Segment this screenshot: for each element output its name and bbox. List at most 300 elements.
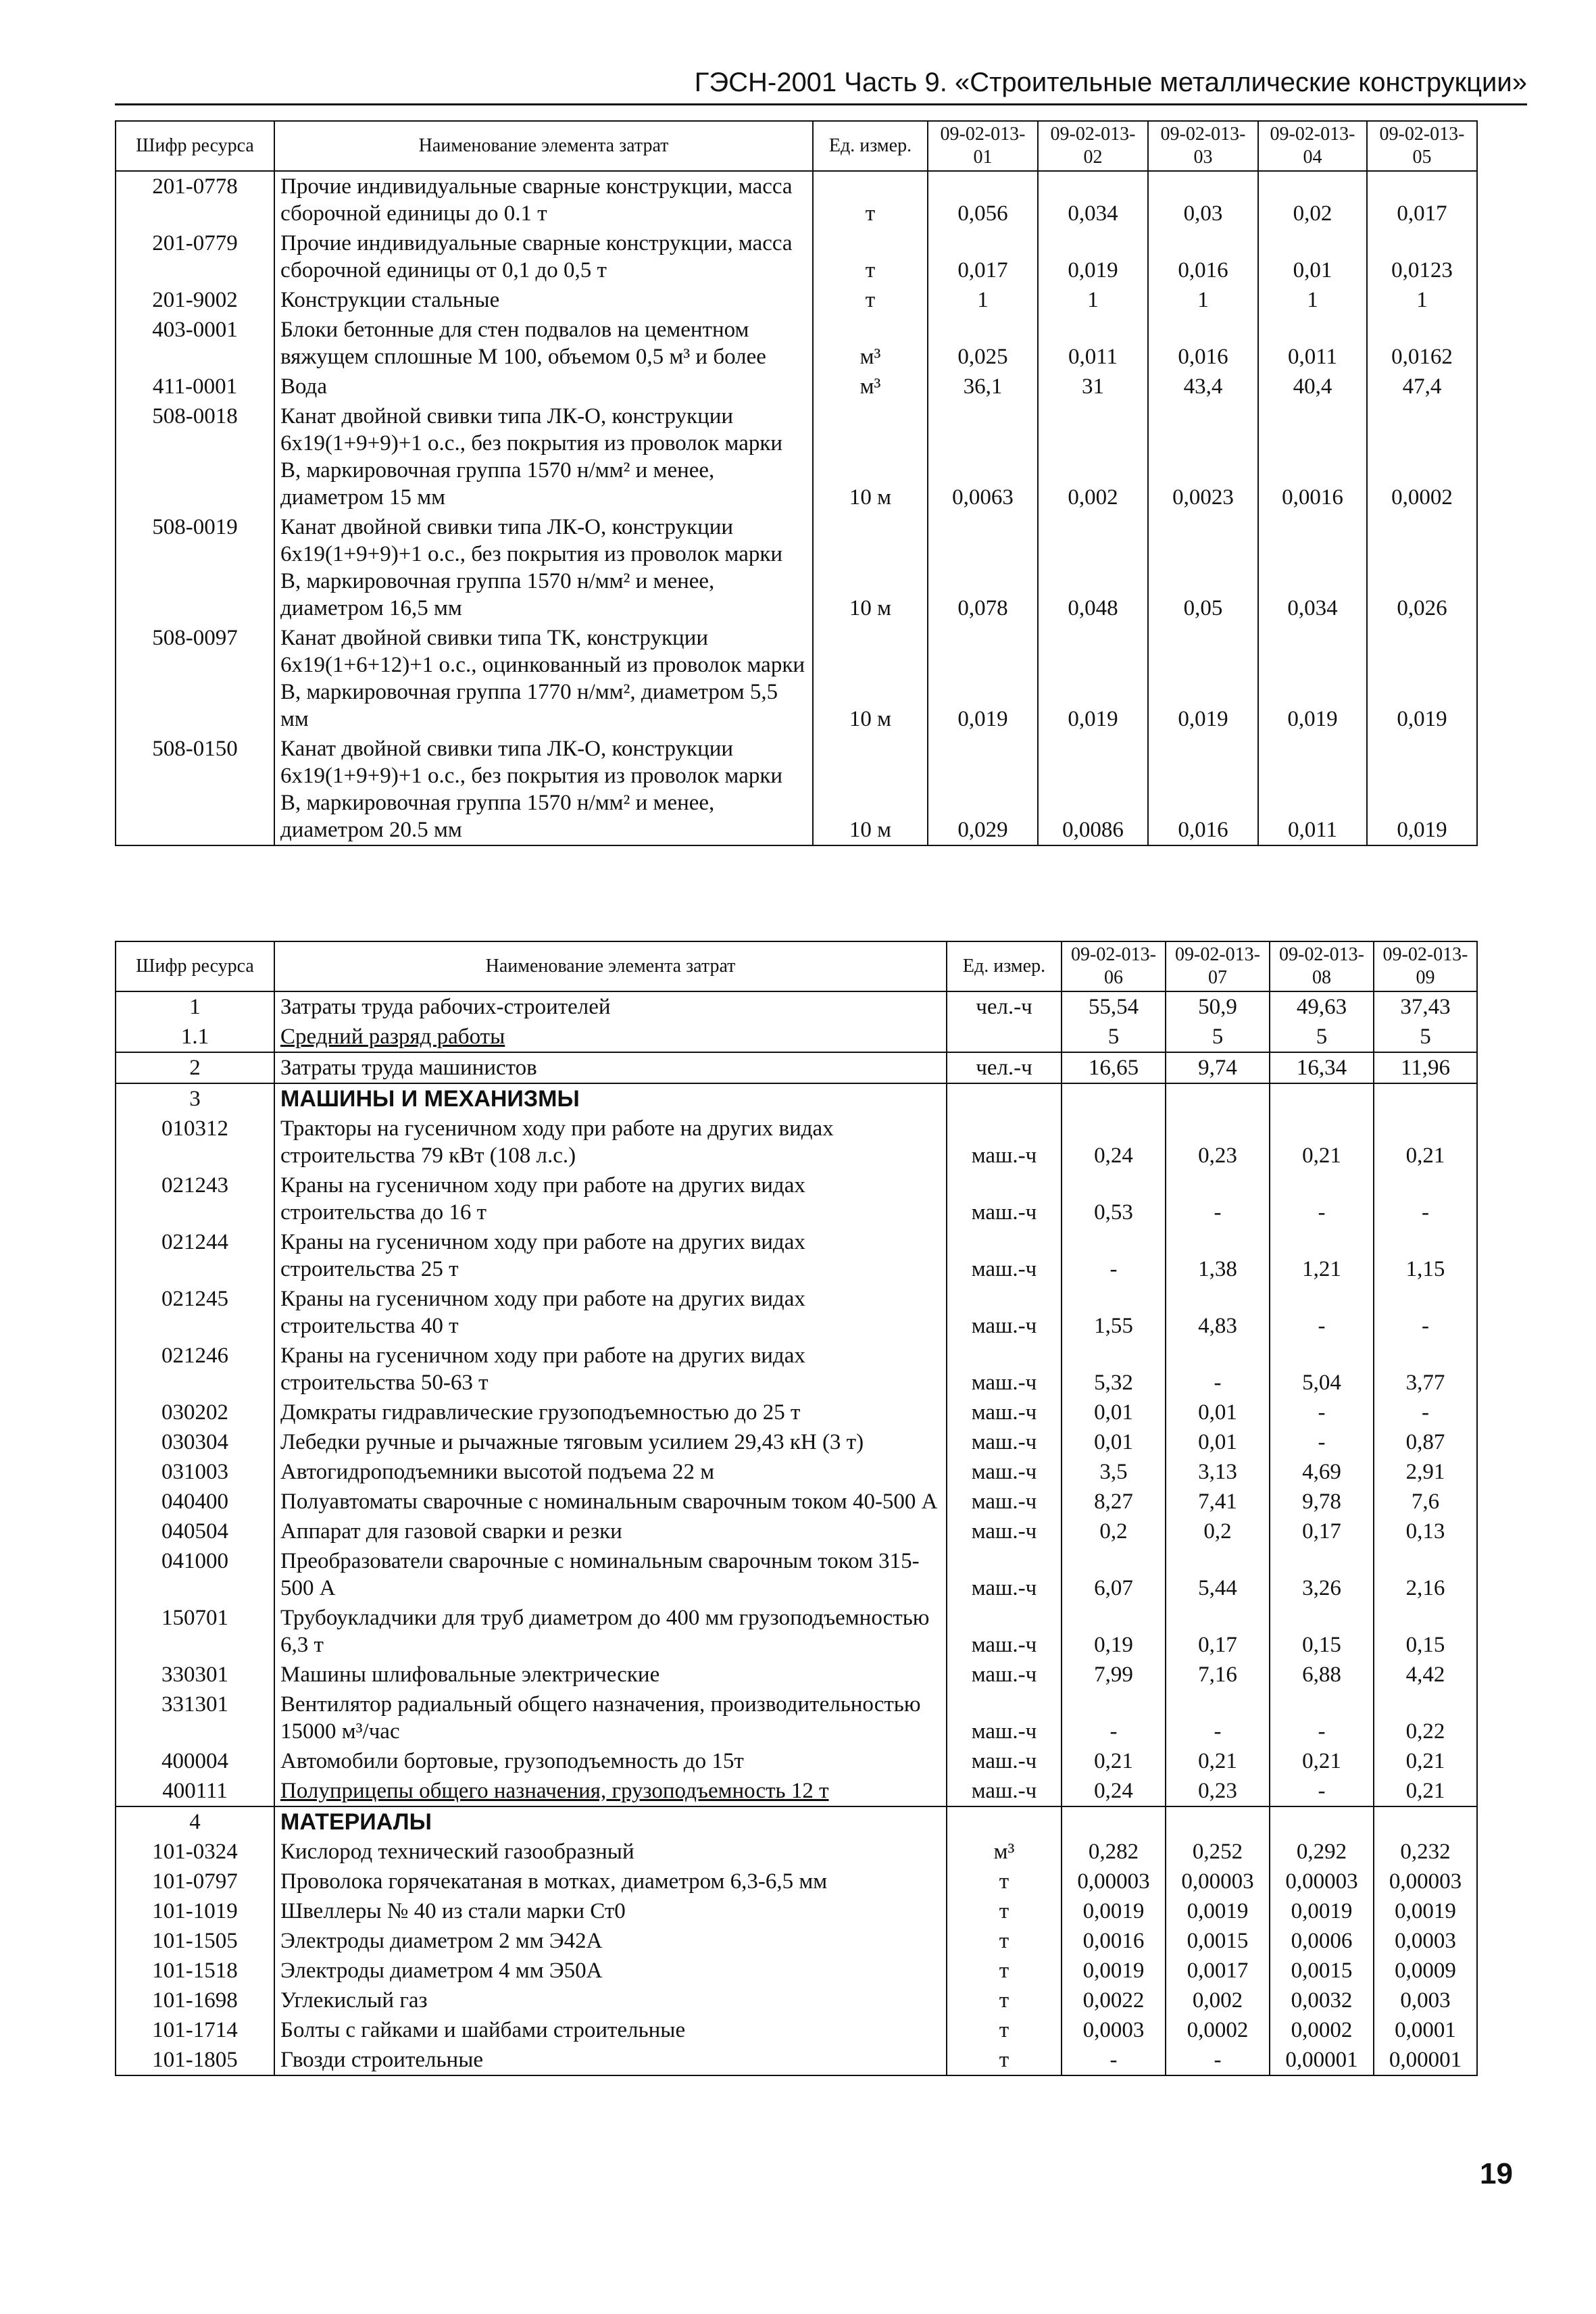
unit-cell: маш.-ч (947, 1517, 1062, 1546)
resource-code: 101-1805 (116, 2045, 274, 2075)
value-cell: 0,017 (1367, 171, 1477, 228)
value-cell (1374, 1083, 1477, 1114)
value-cell: 0,0016 (1062, 1926, 1166, 1956)
cost-element-name: Прочие индивидуальные сварные конструкции, масса сборочной единицы до 0.1 т (274, 171, 813, 228)
cost-element-name: Конструкции стальные (274, 285, 813, 315)
table-row (116, 1660, 1477, 1690)
resource-code: 031003 (116, 1457, 274, 1487)
table-row (116, 1690, 1477, 1746)
value-cell: - (1270, 1427, 1374, 1457)
cost-element-name: Трубоукладчики для труб диаметром до 400 мм грузоподъемностью 6,3 т (274, 1603, 947, 1660)
value-cell: 0,2 (1062, 1517, 1166, 1546)
cost-element-name: Вентилятор радиальный общего назначения, производительностью 15000 м³/час (274, 1690, 947, 1746)
value-cell: 0,003 (1374, 1986, 1477, 2015)
unit-cell: м³ (813, 315, 928, 372)
value-cell: 0,019 (928, 623, 1038, 734)
value-cell: 5,04 (1270, 1341, 1374, 1398)
cost-element-name: Тракторы на гусеничном ходу при работе на других видах строительства 79 кВт (108 л.с.) (274, 1114, 947, 1171)
value-cell: 0,048 (1038, 512, 1148, 623)
table-row (116, 623, 1477, 734)
value-cell: 0,05 (1148, 512, 1258, 623)
cost-element-name: Машины шлифовальные электрические (274, 1660, 947, 1690)
cost-element-name: Прочие индивидуальные сварные конструкции, масса сборочной единицы от 0,1 до 0,5 т (274, 228, 813, 285)
value-cell: 0,00003 (1270, 1867, 1374, 1896)
cost-element-name: Швеллеры № 40 из стали марки Ст0 (274, 1896, 947, 1926)
table-row (116, 1284, 1477, 1341)
cost-element-name: Полуприцепы общего назначения, грузоподъемность 12 т (274, 1776, 947, 1806)
table-row (116, 2015, 1477, 2045)
value-cell: - (1374, 1284, 1477, 1341)
cost-element-name: МАТЕРИАЛЫ (274, 1806, 947, 1837)
value-cell: 0,0001 (1374, 2015, 1477, 2045)
table-row (116, 401, 1477, 512)
table-row (116, 1341, 1477, 1398)
table-row (116, 228, 1477, 285)
resource-code: 101-0324 (116, 1837, 274, 1867)
table-row (116, 512, 1477, 623)
value-cell: 0,019 (1367, 734, 1477, 845)
table-row (116, 1427, 1477, 1457)
value-cell: 0,019 (1038, 623, 1148, 734)
value-cell: 4,42 (1374, 1660, 1477, 1690)
value-cell: 0,17 (1166, 1603, 1270, 1660)
value-cell: 0,87 (1374, 1427, 1477, 1457)
value-cell: 0,016 (1148, 315, 1258, 372)
column-header: Шифр ресурса (116, 121, 274, 171)
unit-cell: маш.-ч (947, 1227, 1062, 1284)
value-cell: 0,23 (1166, 1776, 1270, 1806)
table-row (116, 1867, 1477, 1896)
value-cell: 55,54 (1062, 991, 1166, 1022)
resource-code: 101-1518 (116, 1956, 274, 1986)
cost-element-name: Автогидроподъемники высотой подъема 22 м (274, 1457, 947, 1487)
value-cell (1166, 1806, 1270, 1837)
unit-cell: т (947, 2015, 1062, 2045)
value-cell: 0,03 (1148, 171, 1258, 228)
resource-code: 040400 (116, 1487, 274, 1517)
cost-element-name: Средний разряд работы (274, 1022, 947, 1052)
resource-code: 101-0797 (116, 1867, 274, 1896)
value-cell: 0,019 (1367, 623, 1477, 734)
value-cell: - (1166, 1341, 1270, 1398)
column-header: Наименование элемента затрат (274, 121, 813, 171)
table-row (116, 991, 1477, 1022)
value-cell: 0,011 (1038, 315, 1148, 372)
column-header: Наименование элемента затрат (274, 941, 947, 991)
table-row (116, 1487, 1477, 1517)
column-header: 09-02-013-09 (1374, 941, 1477, 991)
resource-table-2 (115, 941, 1478, 2076)
value-cell: 31 (1038, 372, 1148, 401)
table-header-row (116, 941, 1477, 991)
unit-cell: 10 м (813, 401, 928, 512)
value-cell: - (1270, 1284, 1374, 1341)
unit-cell (947, 1806, 1062, 1837)
resource-code: 508-0150 (116, 734, 274, 845)
value-cell: 3,5 (1062, 1457, 1166, 1487)
table-row (116, 1052, 1477, 1083)
unit-cell: чел.-ч (947, 991, 1062, 1022)
table-row (116, 1171, 1477, 1227)
resource-code: 101-1714 (116, 2015, 274, 2045)
resource-code: 101-1019 (116, 1896, 274, 1926)
unit-cell: 10 м (813, 623, 928, 734)
value-cell: 0,19 (1062, 1603, 1166, 1660)
table-row (116, 372, 1477, 401)
unit-cell: т (813, 171, 928, 228)
value-cell: 3,26 (1270, 1546, 1374, 1603)
resource-code: 040504 (116, 1517, 274, 1546)
unit-cell: т (947, 1986, 1062, 2015)
resource-code: 400111 (116, 1776, 274, 1806)
cost-element-name: Преобразователи сварочные с номинальным сварочным током 315-500 А (274, 1546, 947, 1603)
unit-cell: маш.-ч (947, 1690, 1062, 1746)
cost-element-name: Автомобили бортовые, грузоподъемность до 15т (274, 1746, 947, 1776)
section-row (116, 1083, 1477, 1114)
unit-cell (947, 1022, 1062, 1052)
value-cell: 5 (1062, 1022, 1166, 1052)
resource-code: 021243 (116, 1171, 274, 1227)
value-cell: 0,00001 (1374, 2045, 1477, 2075)
value-cell: 2,91 (1374, 1457, 1477, 1487)
value-cell: 0,53 (1062, 1171, 1166, 1227)
value-cell: - (1270, 1171, 1374, 1227)
value-cell: 5,32 (1062, 1341, 1166, 1398)
resource-code: 021246 (116, 1341, 274, 1398)
column-header: 09-02-013-02 (1038, 121, 1148, 171)
value-cell: 0,016 (1148, 228, 1258, 285)
unit-cell: маш.-ч (947, 1171, 1062, 1227)
value-cell: 0,01 (1062, 1427, 1166, 1457)
column-header: 09-02-013-07 (1166, 941, 1270, 991)
unit-cell: маш.-ч (947, 1776, 1062, 1806)
resource-code: 021245 (116, 1284, 274, 1341)
resource-code: 201-0779 (116, 228, 274, 285)
table-row (116, 1896, 1477, 1926)
value-cell: 0,21 (1374, 1114, 1477, 1171)
cost-element-name: Канат двойной свивки типа ЛК-О, конструкции 6х19(1+9+9)+1 о.с., без покрытия из проволок марки В, маркировочная группа 1570 н/мм² и менее, диаметром 15 мм (274, 401, 813, 512)
value-cell: 0,13 (1374, 1517, 1477, 1546)
value-cell: 0,00003 (1374, 1867, 1477, 1896)
section-row (116, 1806, 1477, 1837)
unit-cell: маш.-ч (947, 1746, 1062, 1776)
value-cell: 0,282 (1062, 1837, 1166, 1867)
value-cell: 0,0063 (928, 401, 1038, 512)
value-cell: 0,17 (1270, 1517, 1374, 1546)
value-cell: 0,0162 (1367, 315, 1477, 372)
cost-element-name: Аппарат для газовой сварки и резки (274, 1517, 947, 1546)
value-cell: 9,74 (1166, 1052, 1270, 1083)
value-cell: 0,21 (1270, 1114, 1374, 1171)
value-cell: - (1270, 1776, 1374, 1806)
value-cell: 0,0022 (1062, 1986, 1166, 2015)
value-cell: 0,0002 (1166, 2015, 1270, 2045)
unit-cell: м³ (947, 1837, 1062, 1867)
value-cell: 9,78 (1270, 1487, 1374, 1517)
table-row (116, 315, 1477, 372)
value-cell: - (1062, 1227, 1166, 1284)
unit-cell: маш.-ч (947, 1603, 1062, 1660)
value-cell: 0,0019 (1166, 1896, 1270, 1926)
table-row (116, 1398, 1477, 1427)
unit-cell: чел.-ч (947, 1052, 1062, 1083)
value-cell: 1,21 (1270, 1227, 1374, 1284)
value-cell: 0,019 (1258, 623, 1367, 734)
cost-element-name: Гвозди строительные (274, 2045, 947, 2075)
unit-cell: т (947, 1867, 1062, 1896)
value-cell: 3,13 (1166, 1457, 1270, 1487)
unit-cell (947, 1083, 1062, 1114)
value-cell: 40,4 (1258, 372, 1367, 401)
value-cell: 8,27 (1062, 1487, 1166, 1517)
value-cell: - (1270, 1690, 1374, 1746)
value-cell: 0,21 (1374, 1746, 1477, 1776)
resource-code: 201-9002 (116, 285, 274, 315)
table-row (116, 1457, 1477, 1487)
value-cell: 0,23 (1166, 1114, 1270, 1171)
unit-cell: т (947, 1926, 1062, 1956)
value-cell: 0,019 (1038, 228, 1148, 285)
value-cell: 0,21 (1270, 1746, 1374, 1776)
value-cell: 0,01 (1166, 1398, 1270, 1427)
column-header: Ед. измер. (813, 121, 928, 171)
unit-cell: маш.-ч (947, 1427, 1062, 1457)
resource-code: 1 (116, 991, 274, 1022)
value-cell: 0,0019 (1062, 1896, 1166, 1926)
table-row (116, 1114, 1477, 1171)
value-cell: 1,38 (1166, 1227, 1270, 1284)
value-cell: 0,15 (1270, 1603, 1374, 1660)
value-cell: 0,056 (928, 171, 1038, 228)
resource-code: 101-1698 (116, 1986, 274, 2015)
value-cell: 0,24 (1062, 1776, 1166, 1806)
value-cell (1166, 1083, 1270, 1114)
value-cell: - (1166, 2045, 1270, 2075)
value-cell: 1 (1038, 285, 1148, 315)
resource-code: 4 (116, 1806, 274, 1837)
value-cell: 7,6 (1374, 1487, 1477, 1517)
value-cell: - (1374, 1398, 1477, 1427)
value-cell: 0,21 (1374, 1776, 1477, 1806)
value-cell: 1,55 (1062, 1284, 1166, 1341)
value-cell: 5 (1166, 1022, 1270, 1052)
value-cell: 0,0006 (1270, 1926, 1374, 1956)
table-header-row (116, 121, 1477, 171)
resource-code: 010312 (116, 1114, 274, 1171)
resource-code: 030202 (116, 1398, 274, 1427)
unit-cell: маш.-ч (947, 1660, 1062, 1690)
table-row (116, 1956, 1477, 1986)
value-cell (1374, 1806, 1477, 1837)
resource-code: 201-0778 (116, 171, 274, 228)
resource-code: 403-0001 (116, 315, 274, 372)
cost-element-name: Краны на гусеничном ходу при работе на других видах строительства до 16 т (274, 1171, 947, 1227)
value-cell: 0,0019 (1062, 1956, 1166, 1986)
cost-element-name: Домкраты гидравлические грузоподъемностью до 25 т (274, 1398, 947, 1427)
value-cell: 11,96 (1374, 1052, 1477, 1083)
value-cell: 1 (928, 285, 1038, 315)
cost-element-name: Затраты труда рабочих-строителей (274, 991, 947, 1022)
unit-cell: 10 м (813, 734, 928, 845)
value-cell: 1 (1367, 285, 1477, 315)
value-cell: 0,017 (928, 228, 1038, 285)
value-cell: 0,034 (1258, 512, 1367, 623)
value-cell: 0,0023 (1148, 401, 1258, 512)
resource-code: 150701 (116, 1603, 274, 1660)
value-cell (1270, 1083, 1374, 1114)
value-cell: 0,01 (1166, 1427, 1270, 1457)
value-cell: 0,034 (1038, 171, 1148, 228)
cost-element-name: Электроды диаметром 2 мм Э42А (274, 1926, 947, 1956)
value-cell: 0,011 (1258, 315, 1367, 372)
resource-code: 2 (116, 1052, 274, 1083)
page-header: ГЭСН-2001 Часть 9. «Строительные металлические конструкции» (115, 68, 1527, 105)
value-cell: 0,01 (1062, 1398, 1166, 1427)
value-cell (1062, 1083, 1166, 1114)
value-cell: 7,41 (1166, 1487, 1270, 1517)
column-header: 09-02-013-06 (1062, 941, 1166, 991)
value-cell: 0,0002 (1270, 2015, 1374, 2045)
table-row (116, 1986, 1477, 2015)
value-cell: 4,69 (1270, 1457, 1374, 1487)
value-cell: 0,011 (1258, 734, 1367, 845)
cost-element-name: Проволока горячекатаная в мотках, диаметром 6,3-6,5 мм (274, 1867, 947, 1896)
value-cell: 0,0002 (1367, 401, 1477, 512)
resource-code: 331301 (116, 1690, 274, 1746)
value-cell: 0,029 (928, 734, 1038, 845)
cost-element-name: Краны на гусеничном ходу при работе на других видах строительства 50-63 т (274, 1341, 947, 1398)
resource-code: 3 (116, 1083, 274, 1114)
column-header: 09-02-013-08 (1270, 941, 1374, 991)
cost-element-name: Углекислый газ (274, 1986, 947, 2015)
value-cell: 16,34 (1270, 1052, 1374, 1083)
cost-element-name: Канат двойной свивки типа ЛК-О, конструкции 6х19(1+9+9)+1 о.с., без покрытия из проволок марки В, маркировочная группа 1570 н/мм² и менее, диаметром 20.5 мм (274, 734, 813, 845)
unit-cell: т (947, 2045, 1062, 2075)
value-cell: 0,02 (1258, 171, 1367, 228)
value-cell: - (1166, 1690, 1270, 1746)
value-cell: - (1270, 1398, 1374, 1427)
value-cell: 0,15 (1374, 1603, 1477, 1660)
table-row (116, 1776, 1477, 1806)
value-cell: 0,016 (1148, 734, 1258, 845)
value-cell: 0,00003 (1062, 1867, 1166, 1896)
value-cell: 5,44 (1166, 1546, 1270, 1603)
value-cell: 0,292 (1270, 1837, 1374, 1867)
value-cell: 5 (1270, 1022, 1374, 1052)
cost-element-name: Болты с гайками и шайбами строительные (274, 2015, 947, 2045)
unit-cell: маш.-ч (947, 1284, 1062, 1341)
resource-code: 508-0019 (116, 512, 274, 623)
column-header: Шифр ресурса (116, 941, 274, 991)
unit-cell: т (813, 228, 928, 285)
table-row (116, 1837, 1477, 1867)
cost-element-name: Краны на гусеничном ходу при работе на других видах строительства 25 т (274, 1227, 947, 1284)
value-cell: 37,43 (1374, 991, 1477, 1022)
table-row (116, 1022, 1477, 1052)
value-cell: 6,88 (1270, 1660, 1374, 1690)
value-cell: 0,025 (928, 315, 1038, 372)
value-cell: 0,0019 (1270, 1896, 1374, 1926)
cost-element-name: Блоки бетонные для стен подвалов на цементном вяжущем сплошные М 100, объемом 0,5 м³ и более (274, 315, 813, 372)
value-cell: 16,65 (1062, 1052, 1166, 1083)
page-number: 19 (1480, 2157, 1513, 2190)
value-cell: 1 (1148, 285, 1258, 315)
value-cell: 0,0016 (1258, 401, 1367, 512)
value-cell: 0,2 (1166, 1517, 1270, 1546)
value-cell: 0,019 (1148, 623, 1258, 734)
table-row (116, 734, 1477, 845)
cost-element-name: Канат двойной свивки типа ТК, конструкции 6х19(1+6+12)+1 о.с., оцинкованный из проволок марки В, маркировочная группа 1770 н/мм², диаметром 5,5 мм (274, 623, 813, 734)
cost-element-name: Вода (274, 372, 813, 401)
column-header: 09-02-013-05 (1367, 121, 1477, 171)
value-cell: 7,16 (1166, 1660, 1270, 1690)
value-cell: 49,63 (1270, 991, 1374, 1022)
column-header: 09-02-013-01 (928, 121, 1038, 171)
resource-code: 330301 (116, 1660, 274, 1690)
value-cell: 6,07 (1062, 1546, 1166, 1603)
table-row (116, 2045, 1477, 2075)
value-cell: 0,0009 (1374, 1956, 1477, 1986)
unit-cell: маш.-ч (947, 1546, 1062, 1603)
table-row (116, 171, 1477, 228)
value-cell: 0,00001 (1270, 2045, 1374, 2075)
value-cell (1270, 1806, 1374, 1837)
value-cell: - (1166, 1171, 1270, 1227)
resource-code: 101-1505 (116, 1926, 274, 1956)
value-cell: 0,0017 (1166, 1956, 1270, 1986)
resource-code: 411-0001 (116, 372, 274, 401)
unit-cell: маш.-ч (947, 1341, 1062, 1398)
unit-cell: маш.-ч (947, 1114, 1062, 1171)
value-cell: 0,078 (928, 512, 1038, 623)
cost-element-name: Затраты труда машинистов (274, 1052, 947, 1083)
unit-cell: 10 м (813, 512, 928, 623)
value-cell (1062, 1806, 1166, 1837)
cost-element-name: Кислород технический газообразный (274, 1837, 947, 1867)
resource-code: 508-0018 (116, 401, 274, 512)
value-cell: 0,0003 (1062, 2015, 1166, 2045)
table-row (116, 285, 1477, 315)
value-cell: 0,002 (1038, 401, 1148, 512)
value-cell: 0,026 (1367, 512, 1477, 623)
table-row (116, 1603, 1477, 1660)
value-cell: 0,01 (1258, 228, 1367, 285)
value-cell: 2,16 (1374, 1546, 1477, 1603)
cost-element-name: Лебедки ручные и рычажные тяговым усилием 29,43 кН (3 т) (274, 1427, 947, 1457)
resource-code: 400004 (116, 1746, 274, 1776)
resource-code: 021244 (116, 1227, 274, 1284)
value-cell: 1 (1258, 285, 1367, 315)
resource-code: 030304 (116, 1427, 274, 1457)
cost-element-name: Электроды диаметром 4 мм Э50А (274, 1956, 947, 1986)
value-cell: - (1062, 2045, 1166, 2075)
unit-cell: т (947, 1956, 1062, 1986)
value-cell: 36,1 (928, 372, 1038, 401)
unit-cell: м³ (813, 372, 928, 401)
value-cell: 0,0015 (1166, 1926, 1270, 1956)
value-cell: - (1374, 1171, 1477, 1227)
resource-code: 508-0097 (116, 623, 274, 734)
value-cell: 1,15 (1374, 1227, 1477, 1284)
value-cell: 0,232 (1374, 1837, 1477, 1867)
column-header: 09-02-013-03 (1148, 121, 1258, 171)
value-cell: 7,99 (1062, 1660, 1166, 1690)
column-header: 09-02-013-04 (1258, 121, 1367, 171)
table-row (116, 1517, 1477, 1546)
value-cell: 3,77 (1374, 1341, 1477, 1398)
resource-table-1 (115, 120, 1478, 846)
value-cell: 0,21 (1166, 1746, 1270, 1776)
